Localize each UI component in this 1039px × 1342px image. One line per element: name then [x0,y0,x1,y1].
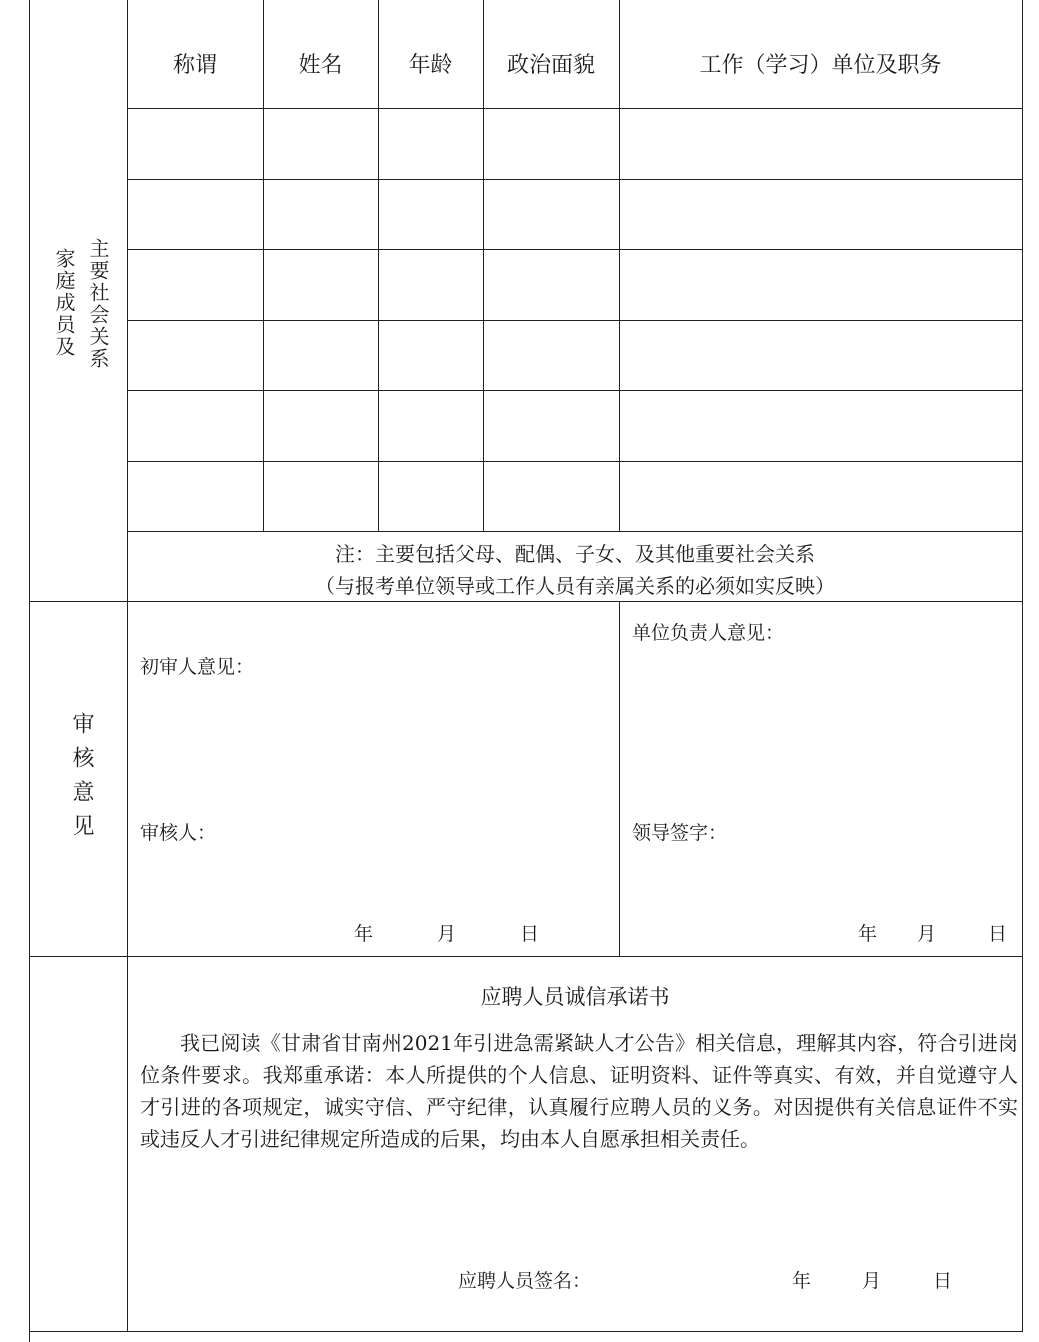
family-note-line1: 注：主要包括父母、配偶、子女、及其他重要社会关系 [335,542,815,566]
day-label: 日 [988,923,1008,945]
cell-workplace[interactable] [620,109,1022,179]
cell-age[interactable] [379,109,483,179]
column-header-political-status: 政治面貌 [506,53,595,78]
day-label: 日 [933,1270,953,1292]
cell-name[interactable] [264,321,378,390]
month-label: 月 [437,923,457,945]
cell-title[interactable] [128,321,263,390]
reviewer-signature-label: 审核人： [140,822,217,844]
column-header-workplace-position: 工作（学习）单位及职务 [699,53,942,78]
column-header-title: 称谓 [172,53,217,78]
cell-age[interactable] [379,391,483,461]
leader-signature-label: 领导签字： [632,822,728,844]
family-note-line2: （与报考单位领导或工作人员有亲属关系的必须如实反映） [315,574,835,598]
cell-name[interactable] [264,462,378,531]
month-label: 月 [862,1270,882,1292]
cell-name[interactable] [264,250,378,320]
cell-political-status[interactable] [484,109,619,179]
cell-name[interactable] [264,109,378,179]
pledge-title: 应聘人员诚信承诺书 [480,985,670,1009]
day-label: 日 [520,923,540,945]
unit-head-opinion-label: 单位负责人意见： [632,622,785,644]
cell-name[interactable] [264,180,378,249]
cell-workplace[interactable] [620,462,1022,531]
unit-head-opinion-area[interactable] [632,652,1012,792]
cell-title[interactable] [128,180,263,249]
year-label: 年 [858,923,878,945]
cell-age[interactable] [379,321,483,390]
cell-political-status[interactable] [484,321,619,390]
cell-workplace[interactable] [620,250,1022,320]
cell-age[interactable] [379,462,483,531]
cell-title[interactable] [128,109,263,179]
initial-reviewer-opinion-label: 初审人意见： [140,656,255,678]
pledge-body: 我已阅读《甘肃省甘南州2021年引进急需紧缺人才公告》相关信息，理解其内容，符合引进岗位条件要求。我郑重承诺：本人所提供的个人信息、证明资料、证件等真实、有效，并自觉遵守人才引进的各项规定，诚实守信、严守纪律，认真履行应聘人员的义务。对因提供有关信息证件不实或违反人才引进纪律规定所造成的后果，均由本人自愿承担相关责任。 [140,1031,1018,1151]
applicant-signature-label: 应聘人员签名： [458,1270,592,1292]
cell-political-status[interactable] [484,180,619,249]
month-label: 月 [917,923,937,945]
column-header-age: 年龄 [408,53,453,78]
review-section-label: 审核意见 [69,712,94,848]
cell-political-status[interactable] [484,391,619,461]
cell-age[interactable] [379,180,483,249]
family-section-label-line1: 家庭成员及 [52,248,76,358]
cell-workplace[interactable] [620,321,1022,390]
column-header-name: 姓名 [298,53,343,78]
year-label: 年 [354,923,374,945]
cell-name[interactable] [264,391,378,461]
cell-title[interactable] [128,462,263,531]
cell-workplace[interactable] [620,180,1022,249]
year-label: 年 [792,1270,812,1292]
applicant-signature-field[interactable] [610,1260,780,1296]
cell-workplace[interactable] [620,391,1022,461]
cell-political-status[interactable] [484,462,619,531]
family-section-label-line2: 主要社会关系 [86,238,110,370]
initial-reviewer-opinion-area[interactable] [140,685,610,795]
cell-title[interactable] [128,391,263,461]
cell-age[interactable] [379,250,483,320]
cell-title[interactable] [128,250,263,320]
cell-political-status[interactable] [484,250,619,320]
